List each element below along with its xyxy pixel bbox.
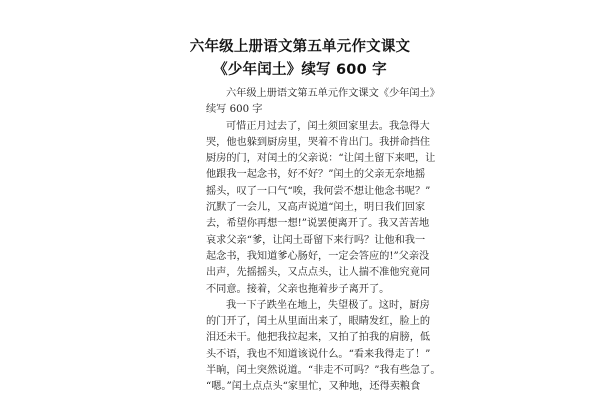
text-line: 的门开了，闰土从里面出来了，眼睛发红，脸上的	[206, 316, 431, 328]
text-line: 沉默了一会儿，又高声说道“闰土，明日我们回家	[206, 202, 426, 214]
text-line: 半晌，闰土突然说道。“非走不可吗？”我有些急了。	[206, 365, 441, 377]
text-line: 厨房的门，对闰土的父亲说：“让闰土留下来吧，让	[206, 153, 436, 165]
title-line-2: 《少年闰土》续写 600 字	[213, 62, 387, 78]
text-line: “嗯。”闰土点点头“家里忙，又种地，还得卖粮食	[206, 381, 421, 393]
text-line: 六年级上册语文第五单元作文课文《少年闰土》	[226, 88, 440, 99]
text-line: 头不语，我也不知道该说什么。“看来我得走了！”	[206, 348, 431, 360]
text-line: 哭，他也躲到厨房里，哭着不肯出门。我拼命挡住	[206, 136, 431, 148]
document-body	[206, 86, 441, 396]
title-line-1: 六年级上册语文第五单元作文课文	[189, 39, 411, 55]
text-line: 续写 600 字	[206, 104, 263, 116]
text-line: 摇头，叹了一口气“唉，我何尝不想让他念书呢？”	[206, 185, 431, 197]
text-line: 哀求父亲“爹，让闰土哥留下来行吗？让他和我一	[206, 234, 426, 246]
text-line: 不同意。接着，父亲也拖着步子离开了。	[206, 283, 390, 295]
text-line: 他跟我一起念书，好不好？”闰土的父亲无奈地摇	[206, 169, 426, 181]
text-line: 泪还未干。他把我拉起来，又拍了拍我的肩膀，低	[206, 332, 431, 344]
text-line: 起念书，我知道爹心肠好，一定会答应的!”父亲没	[206, 250, 430, 262]
text-line: 可惜正月过去了，闰土须回家里去。我急得大	[226, 120, 430, 132]
text-line: 去，希望你再想一想!”说罢便离开了。我又苦苦地	[206, 218, 430, 230]
document-title	[0, 36, 600, 82]
text-line: 出声，先摇摇头，又点点头，让人揣不准他究竟同	[206, 267, 431, 279]
text-line: 我一下子跌坐在地上，失望极了。这时，厨房	[226, 299, 430, 311]
